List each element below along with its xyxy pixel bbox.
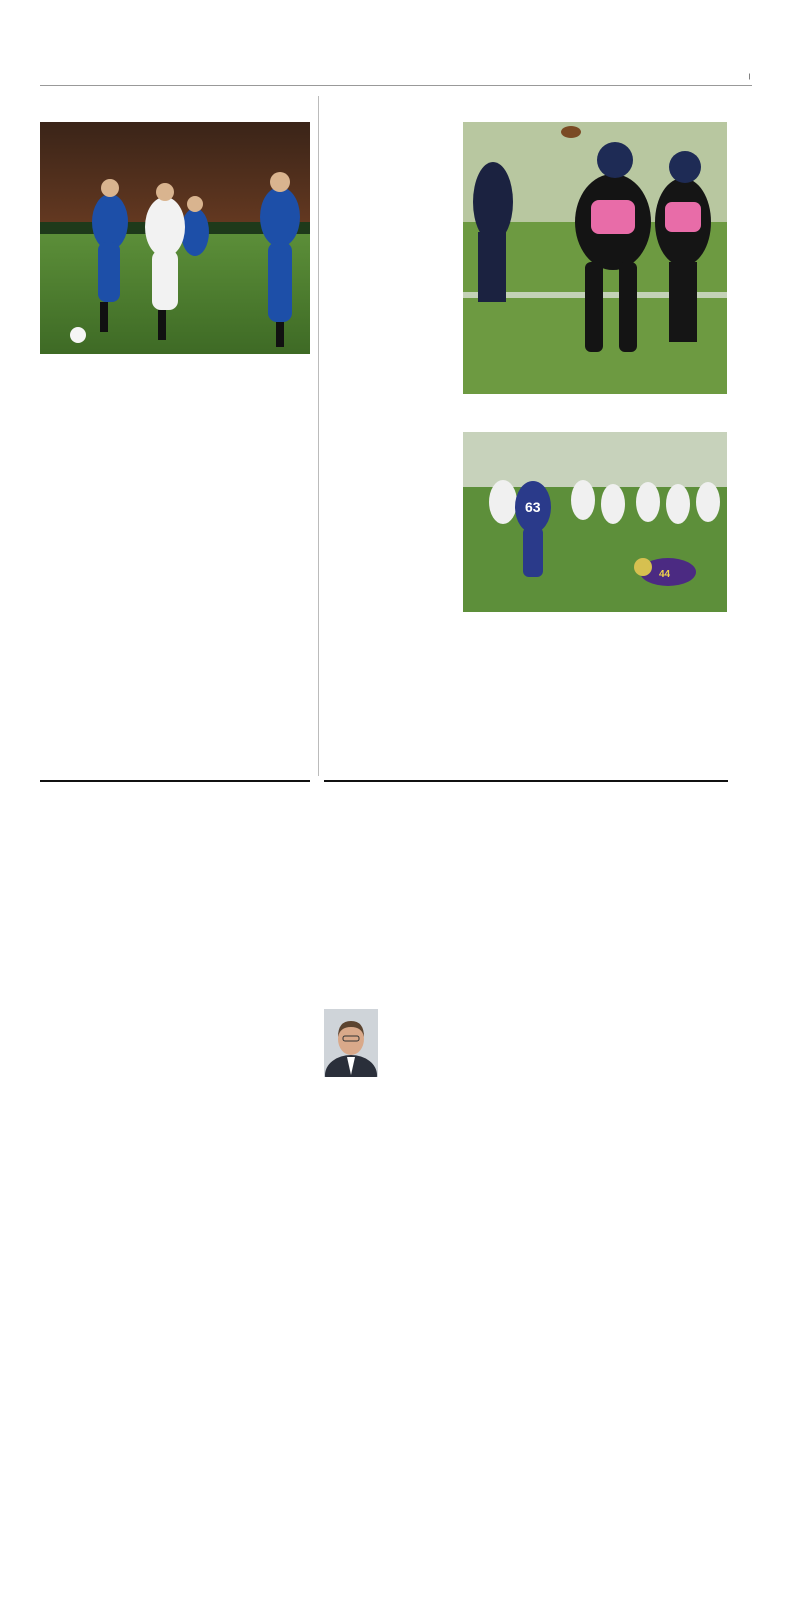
polls-rule [40, 780, 310, 782]
column-divider [318, 96, 319, 776]
salamun-headshot [324, 1009, 378, 1077]
jersey-number: 63 [525, 499, 541, 515]
quarterback-photo-illustration [463, 122, 727, 394]
players-col3 [463, 651, 591, 657]
soccer-story-col2 [177, 505, 309, 513]
running-back-photo [463, 432, 727, 612]
soccer-photo-illustration [40, 122, 310, 354]
players-col1 [327, 143, 455, 151]
headshot-illustration [324, 1009, 378, 1077]
quarterback-photo [463, 122, 727, 394]
page-header [40, 62, 752, 86]
running-back-photo-illustration [463, 432, 727, 612]
jersey-number: 44 [659, 569, 671, 580]
picks-rule [324, 780, 728, 782]
soccer-photo [40, 122, 310, 354]
date-page: | [746, 73, 752, 80]
picks-col4 [599, 819, 727, 827]
